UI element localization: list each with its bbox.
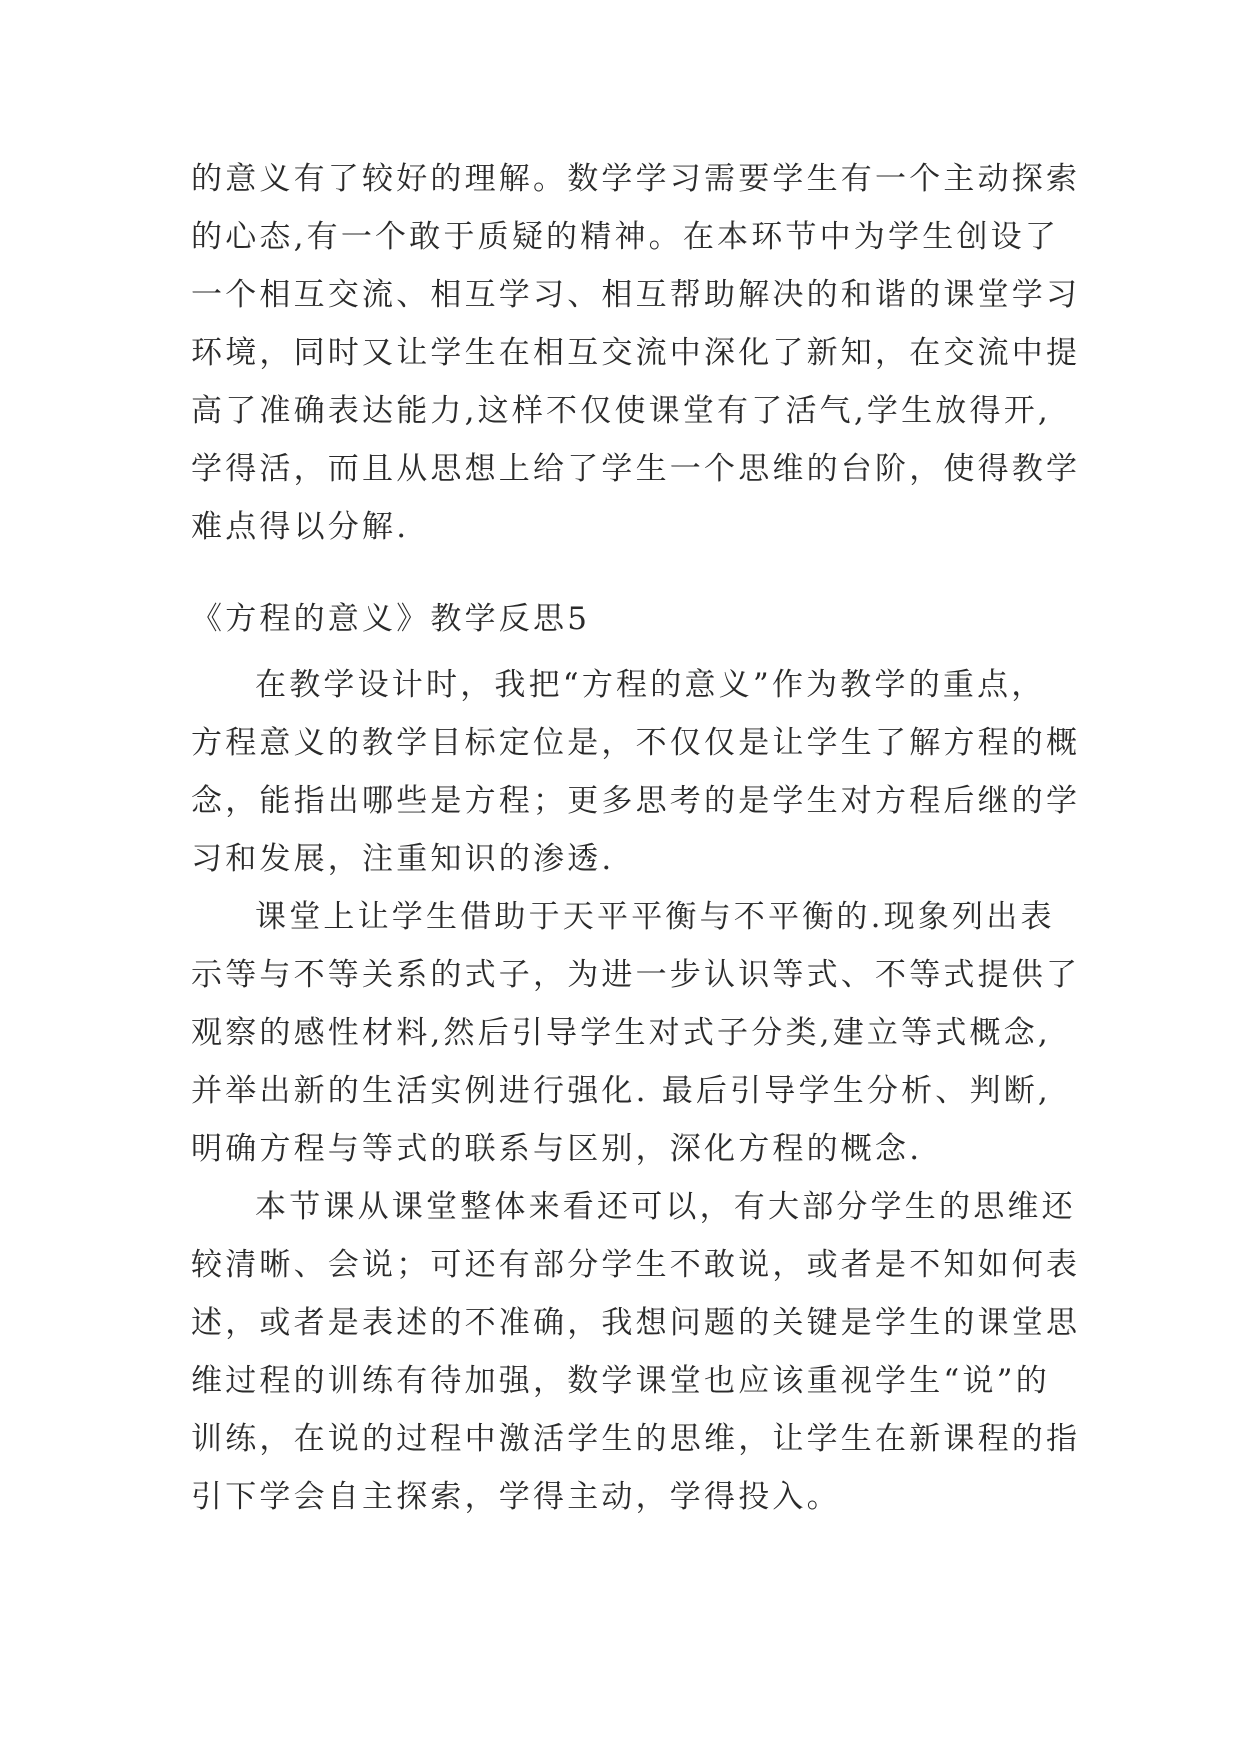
text-line: 本节课从课堂整体来看还可以，有大部分学生的思维还 — [255, 1189, 1076, 1225]
text-line: 较清晰、会说；可还有部分学生不敢说，或者是不知如何表 — [191, 1247, 1081, 1283]
text-line: 示等与不等关系的式子，为进一步认识等式、不等式提供了 — [191, 957, 1081, 993]
text-line: 的意义有了较好的理解。数学学习需要学生有一个主动探索 — [191, 161, 1081, 197]
text-line: 述，或者是表述的不准确，我想问题的关键是学生的课堂思 — [191, 1305, 1081, 1341]
text-line: 习和发展，注重知识的渗透. — [191, 841, 615, 877]
text-line: 方程意义的教学目标定位是，不仅仅是让学生了解方程的概 — [191, 725, 1081, 761]
text-line: 课堂上让学生借助于天平平衡与不平衡的.现象列出表 — [255, 899, 1055, 935]
paragraph-continued — [191, 150, 1080, 556]
text-line: 明确方程与等式的联系与区别，深化方程的概念. — [191, 1131, 923, 1167]
paragraph — [191, 656, 1080, 888]
section-heading: 《方程的意义》教学反思5 — [191, 601, 591, 637]
text-line: 引下学会自主探索，学得主动，学得投入。 — [191, 1479, 841, 1515]
text-line: 念，能指出哪些是方程；更多思考的是学生对方程后继的学 — [191, 783, 1081, 819]
text-line: 训练，在说的过程中激活学生的思维，让学生在新课程的指 — [191, 1421, 1081, 1457]
text-line: 学得活，而且从思想上给了学生一个思维的台阶，使得教学 — [191, 451, 1081, 487]
text-line: 在教学设计时，我把“方程的意义”作为教学的重点， — [255, 667, 1046, 703]
text-line: 一个相互交流、相互学习、相互帮助解决的和谐的课堂学习 — [191, 277, 1081, 313]
text-line: 难点得以分解. — [191, 509, 410, 545]
text-line: 的心态,有一个敢于质疑的精神。在本环节中为学生创设了 — [191, 219, 1060, 255]
paragraph — [191, 1178, 1080, 1526]
text-line: 维过程的训练有待加强，数学课堂也应该重视学生“说”的 — [191, 1363, 1050, 1399]
text-line: 高了准确表达能力,这样不仅使课堂有了活气,学生放得开, — [191, 393, 1051, 429]
section-body — [191, 656, 1080, 1526]
text-line: 观察的感性材料,然后引导学生对式子分类,建立等式概念, — [191, 1015, 1051, 1051]
text-line: 并举出新的生活实例进行强化. 最后引导学生分析、判断, — [191, 1073, 1051, 1109]
paragraph — [191, 888, 1080, 1178]
text-line: 环境，同时又让学生在相互交流中深化了新知，在交流中提 — [191, 335, 1081, 371]
